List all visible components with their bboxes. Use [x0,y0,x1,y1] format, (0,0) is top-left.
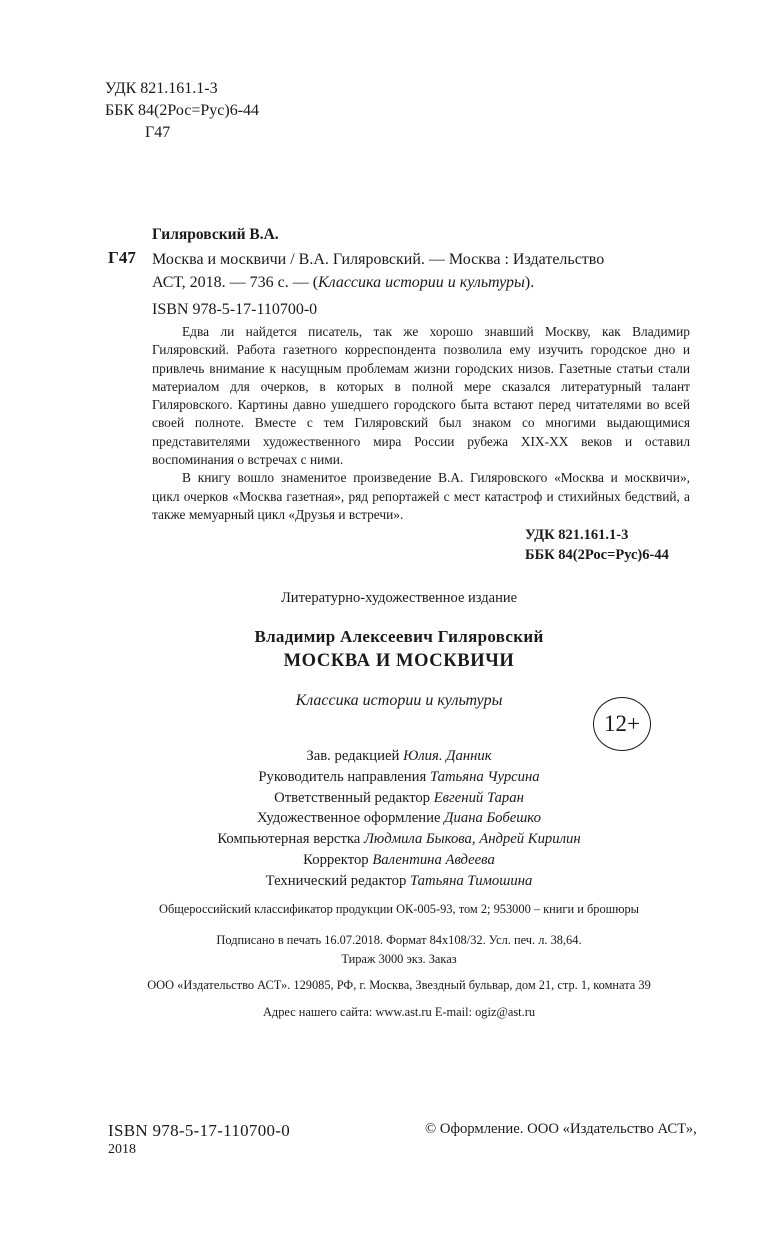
staff-name: Татьяна Тимошина [409,872,533,889]
staff-role: Технический редактор [265,872,410,889]
age-rating: 12+ [604,711,640,736]
bbk-code: ББК 84(2Рос=Рус)6-44 [105,102,260,119]
bibliography-series: Классика истории и культуры [318,274,525,291]
footer-isbn: ISBN 978-5-17-110700-0 [108,1121,291,1140]
staff-name: Татьяна Чурсина [429,768,540,785]
book-title: МОСКВА И МОСКВИЧИ [283,651,515,671]
staff-role: Ответственный редактор [274,789,434,806]
staff-role: Художественное оформление [257,810,445,827]
footer-copyright: © Оформление. ООО «Издательство АСТ», [425,1121,697,1137]
bibliography-line-1: Москва и москвичи / В.А. Гиляровский. — Москва : Издательство [152,251,605,268]
full-author-name: Владимир Алексеевич Гиляровский [254,627,544,646]
annotation-paragraph: Едва ли найдется писатель, так же хорошо знавший Москву, как Владимир Гиляровский. Работа газетного корреспондента позволила ему изучить городское дно и привлечь внимание к насущным проблемам жизни городских низов. Газетные статьи стали материалом для очерков, в которых в полной мере сказался литературный талант Гиляровского. Картины давно ушедшего городского быта встают перед читателями во всей своей полноте. Вместе с тем Гиляровский был знаком со многими выдающимися представителями художественного мира России рубежа XIX-XX веков и оставил воспоминания о встречах с ними. [152,324,690,468]
print-details-line: Тираж 3000 экз. Заказ [341,952,457,966]
staff-credit [0,746,768,767]
staff-name: Валентина Авдеева [372,851,495,868]
footer-year: 2018 [108,1142,136,1157]
staff-credits [0,746,768,892]
staff-name: Юлия. Данник [403,748,492,764]
bibliography-line-2-post: ). [524,274,535,291]
print-details [0,931,768,969]
publisher-address: ООО «Издательство АСТ». 129085, РФ, г. Москва, Звездный бульвар, дом 21, стр. 1, комната 39 [147,978,651,992]
print-details-line: Подписано в печать 16.07.2018. Формат 84x108/32. Усл. печ. л. 38,64. [216,933,582,947]
staff-name: Евгений Таран [433,789,524,806]
staff-role: Руководитель направления [258,768,430,785]
publisher-contacts: Адрес нашего сайта: www.ast.ru E-mail: ogiz@ast.ru [262,1005,536,1019]
bibliography-line-2-pre: АСТ, 2018. — 736 с. — ( [152,274,319,291]
staff-credit [0,850,768,871]
bibliography-line-2 [152,271,692,294]
annotation-paragraph: В книгу вошло знаменитое произведение В.А. Гиляровского «Москва и москвичи», цикл очерков «Москва газетная», ряд репортажей с мест катастроф и стихийных бедствий, а также мемуарный цикл «Друзья и встречи». [152,470,690,522]
udk-code: УДК 821.161.1-3 [525,527,629,543]
classification-codes [105,78,259,144]
series-name: Классика истории и культуры [295,692,503,709]
bibliography-description [152,248,692,294]
bibliography-isbn: ISBN 978-5-17-110700-0 [152,301,318,318]
staff-credit [0,788,768,809]
staff-credit [0,808,768,829]
annotation [152,323,690,524]
bbk-code: ББК 84(2Рос=Рус)6-44 [525,547,669,563]
staff-role: Корректор [303,851,373,868]
bibliography-author-mark: Г47 [108,248,136,267]
product-classifier: Общероссийский классификатор продукции ОК-005-93, том 2; 953000 – книги и брошюры [159,902,639,916]
staff-role: Зав. редакцией [306,748,404,764]
staff-credit [0,829,768,850]
edition-type: Литературно-художественное издание [280,590,518,606]
staff-credit [0,871,768,892]
classification-codes-right [525,525,669,565]
age-rating-badge [593,697,651,751]
staff-name: Людмила Быкова, Андрей Кирилин [363,831,581,848]
staff-name: Диана Бобешко [444,810,541,827]
staff-role: Компьютерная верстка [217,831,364,848]
author-mark: Г47 [145,124,171,141]
staff-credit [0,767,768,788]
udk-code: УДК 821.161.1-3 [105,80,218,97]
bibliography-author: Гиляровский В.А. [152,226,279,243]
